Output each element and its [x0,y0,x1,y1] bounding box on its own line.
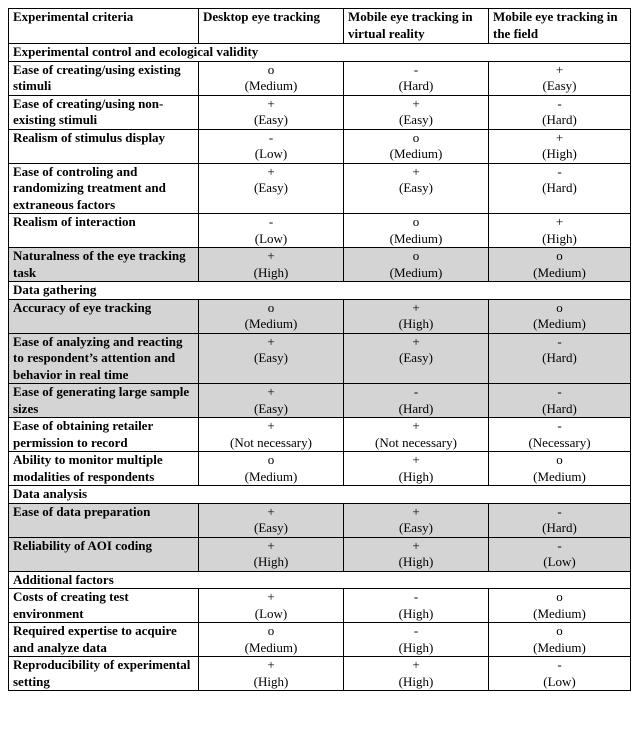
criterion-cell: Naturalness of the eye tracking task [9,248,199,282]
rating-cell [344,452,489,486]
rating-cell [489,384,631,418]
rating-cell [489,452,631,486]
rating-symbol: - [413,623,419,638]
rating-cell [344,589,489,623]
rating-label: (Low) [254,146,288,161]
rating-symbol: + [412,503,420,519]
rating-cell [344,623,489,657]
criterion-cell: Ease of creating/using non-existing stimuli [9,95,199,129]
rating-symbol: + [412,452,420,467]
rating-cell [199,657,344,691]
rating-label: (High) [398,639,434,655]
criterion-cell: Ability to monitor multiple modalities of respondents [9,452,199,486]
header-row [9,9,631,44]
table-row [9,333,631,384]
rating-cell [489,503,631,537]
rating-cell [344,384,489,418]
rating-label: (Low) [254,230,288,246]
criterion-cell: Ease of creating/using existing stimuli [9,61,199,95]
rating-symbol: + [412,95,420,111]
rating-cell [489,657,631,691]
rating-label: (Medium) [389,264,443,280]
rating-label: (High) [398,468,434,484]
rating-label: (Hard) [398,400,434,416]
rating-cell [489,418,631,452]
rating-label: (High) [253,673,289,689]
header-desktop: Desktop eye tracking [199,9,344,44]
rating-symbol: o [267,452,275,467]
rating-label: (Easy) [542,78,577,93]
table-row [9,452,631,486]
criterion-cell: Realism of stimulus display [9,129,199,163]
rating-cell [199,129,344,163]
rating-label: (Hard) [398,78,434,93]
criterion-cell: Ease of generating large sample sizes [9,384,199,418]
rating-label: (Easy) [399,112,433,127]
rating-label: (Easy) [254,520,288,535]
rating-label: (High) [398,605,434,621]
rating-symbol: - [557,657,562,672]
rating-label: (Low) [543,554,576,569]
criterion-cell: Realism of interaction [9,214,199,248]
rating-cell [199,95,344,129]
table-row [9,95,631,129]
section-title: Data gathering [9,282,631,300]
table-row [9,129,631,163]
rating-label: (High) [398,554,434,569]
rating-label: (High) [542,146,577,161]
rating-cell [344,248,489,282]
rating-cell [489,589,631,623]
rating-cell [199,163,344,214]
rating-label: (Medium) [244,468,298,484]
rating-label: (Medium) [389,146,443,161]
rating-label: (Necessary) [528,434,591,450]
rating-symbol: + [267,537,275,553]
rating-symbol: + [412,299,420,315]
rating-symbol: - [557,418,562,433]
table-row [9,589,631,623]
table-row [9,163,631,214]
rating-symbol: + [267,589,275,604]
rating-label: (Hard) [542,400,577,416]
rating-symbol: + [412,418,420,433]
rating-label: (Medium) [244,78,298,93]
table-row [9,623,631,657]
rating-cell [199,452,344,486]
rating-cell [489,623,631,657]
rating-cell [344,129,489,163]
rating-label: (High) [253,554,289,569]
table-row [9,503,631,537]
rating-cell [489,129,631,163]
rating-label: (Easy) [399,520,433,535]
rating-symbol: + [267,333,275,349]
rating-symbol: + [555,214,564,229]
rating-label: (High) [398,316,434,331]
rating-symbol: o [267,61,275,77]
rating-label: (Medium) [389,230,443,246]
rating-symbol: o [556,452,563,467]
comparison-table [8,8,631,691]
rating-cell [489,333,631,384]
rating-symbol: o [556,299,563,315]
rating-symbol: + [412,163,420,179]
rating-label: (Hard) [542,520,577,535]
rating-symbol: + [555,129,564,145]
table-row [9,299,631,333]
criterion-cell: Reliability of AOI coding [9,537,199,571]
rating-label: (Easy) [399,180,433,195]
rating-symbol: - [268,214,274,229]
rating-symbol: + [267,418,275,433]
rating-symbol: o [412,129,420,145]
rating-symbol: - [413,384,419,399]
rating-symbol: + [267,657,275,672]
rating-cell [489,61,631,95]
table-row [9,214,631,248]
rating-label: (Medium) [533,316,586,331]
rating-symbol: - [557,384,562,399]
criterion-cell: Costs of creating test environment [9,589,199,623]
rating-symbol: - [557,333,562,349]
header-vr: Mobile eye tracking in virtual reality [344,9,489,44]
rating-symbol: o [267,299,275,315]
criterion-cell: Ease of analyzing and reacting to respondent’s attention and behavior in real time [9,333,199,384]
rating-symbol: + [267,384,275,399]
rating-label: (Low) [254,605,288,621]
rating-symbol: o [412,248,420,263]
rating-symbol: + [267,503,275,519]
rating-label: (Medium) [533,468,586,484]
rating-symbol: - [268,129,274,145]
rating-label: (High) [398,673,434,689]
criterion-cell: Ease of controling and randomizing treatment and extraneous factors [9,163,199,214]
rating-label: (Medium) [533,605,586,621]
rating-cell [199,248,344,282]
rating-cell [344,95,489,129]
rating-cell [344,657,489,691]
rating-label: (Medium) [244,316,298,331]
rating-cell [199,503,344,537]
table-row [9,418,631,452]
criterion-cell: Ease of obtaining retailer permission to record [9,418,199,452]
rating-label: (Easy) [254,112,288,127]
rating-symbol: o [267,623,275,638]
rating-label: (High) [253,264,289,280]
rating-cell [344,418,489,452]
rating-label: (Medium) [244,639,298,655]
rating-cell [344,333,489,384]
table-row [9,537,631,571]
rating-symbol: o [556,589,563,604]
rating-label: (Hard) [542,350,577,365]
rating-cell [344,214,489,248]
rating-cell [344,61,489,95]
rating-label: (Easy) [254,350,288,365]
rating-label: (Easy) [254,400,288,416]
rating-symbol: + [267,95,275,111]
rating-label: (Not necessary) [375,434,457,450]
criterion-cell: Reproducibility of experimental setting [9,657,199,691]
rating-cell [489,299,631,333]
rating-cell [199,61,344,95]
rating-label: (Easy) [399,350,433,365]
rating-label: (High) [542,230,577,246]
rating-cell [344,503,489,537]
rating-label: (Medium) [533,639,586,655]
rating-symbol: - [557,503,562,519]
rating-symbol: + [412,657,420,672]
rating-cell [489,95,631,129]
table-row [9,61,631,95]
rating-cell [199,589,344,623]
rating-symbol: o [556,623,563,638]
table-row [9,657,631,691]
section-title: Experimental control and ecological validity [9,44,631,62]
section-title: Additional factors [9,571,631,589]
criterion-cell: Required expertise to acquire and analyze data [9,623,199,657]
rating-symbol: o [556,248,563,263]
rating-cell [344,537,489,571]
section-row [9,571,631,589]
header-criteria: Experimental criteria [9,9,199,44]
rating-cell [344,163,489,214]
table-row [9,248,631,282]
rating-symbol: - [557,537,562,553]
rating-symbol: + [412,333,420,349]
rating-cell [489,248,631,282]
table-body [9,44,631,691]
header-field: Mobile eye tracking in the field [489,9,631,44]
rating-symbol: + [267,163,275,179]
rating-symbol: + [555,61,564,77]
rating-cell [489,537,631,571]
rating-label: (Hard) [542,112,577,127]
criterion-cell: Ease of data preparation [9,503,199,537]
rating-cell [199,333,344,384]
rating-label: (Easy) [254,180,288,195]
rating-label: (Not necessary) [230,434,312,450]
section-row [9,282,631,300]
rating-cell [199,623,344,657]
rating-symbol: + [267,248,275,263]
rating-cell [489,214,631,248]
rating-symbol: - [557,163,562,179]
rating-cell [199,214,344,248]
rating-cell [199,299,344,333]
rating-cell [199,384,344,418]
section-title: Data analysis [9,486,631,504]
rating-label: (Low) [543,673,576,689]
section-row [9,44,631,62]
rating-symbol: - [413,61,419,77]
rating-label: (Medium) [533,264,586,280]
table-row [9,384,631,418]
section-row [9,486,631,504]
rating-symbol: + [412,537,420,553]
rating-cell [489,163,631,214]
rating-symbol: - [557,95,562,111]
rating-cell [344,299,489,333]
criterion-cell: Accuracy of eye tracking [9,299,199,333]
rating-label: (Hard) [542,180,577,195]
rating-symbol: o [412,214,420,229]
rating-cell [199,418,344,452]
rating-cell [199,537,344,571]
rating-symbol: - [413,589,419,604]
